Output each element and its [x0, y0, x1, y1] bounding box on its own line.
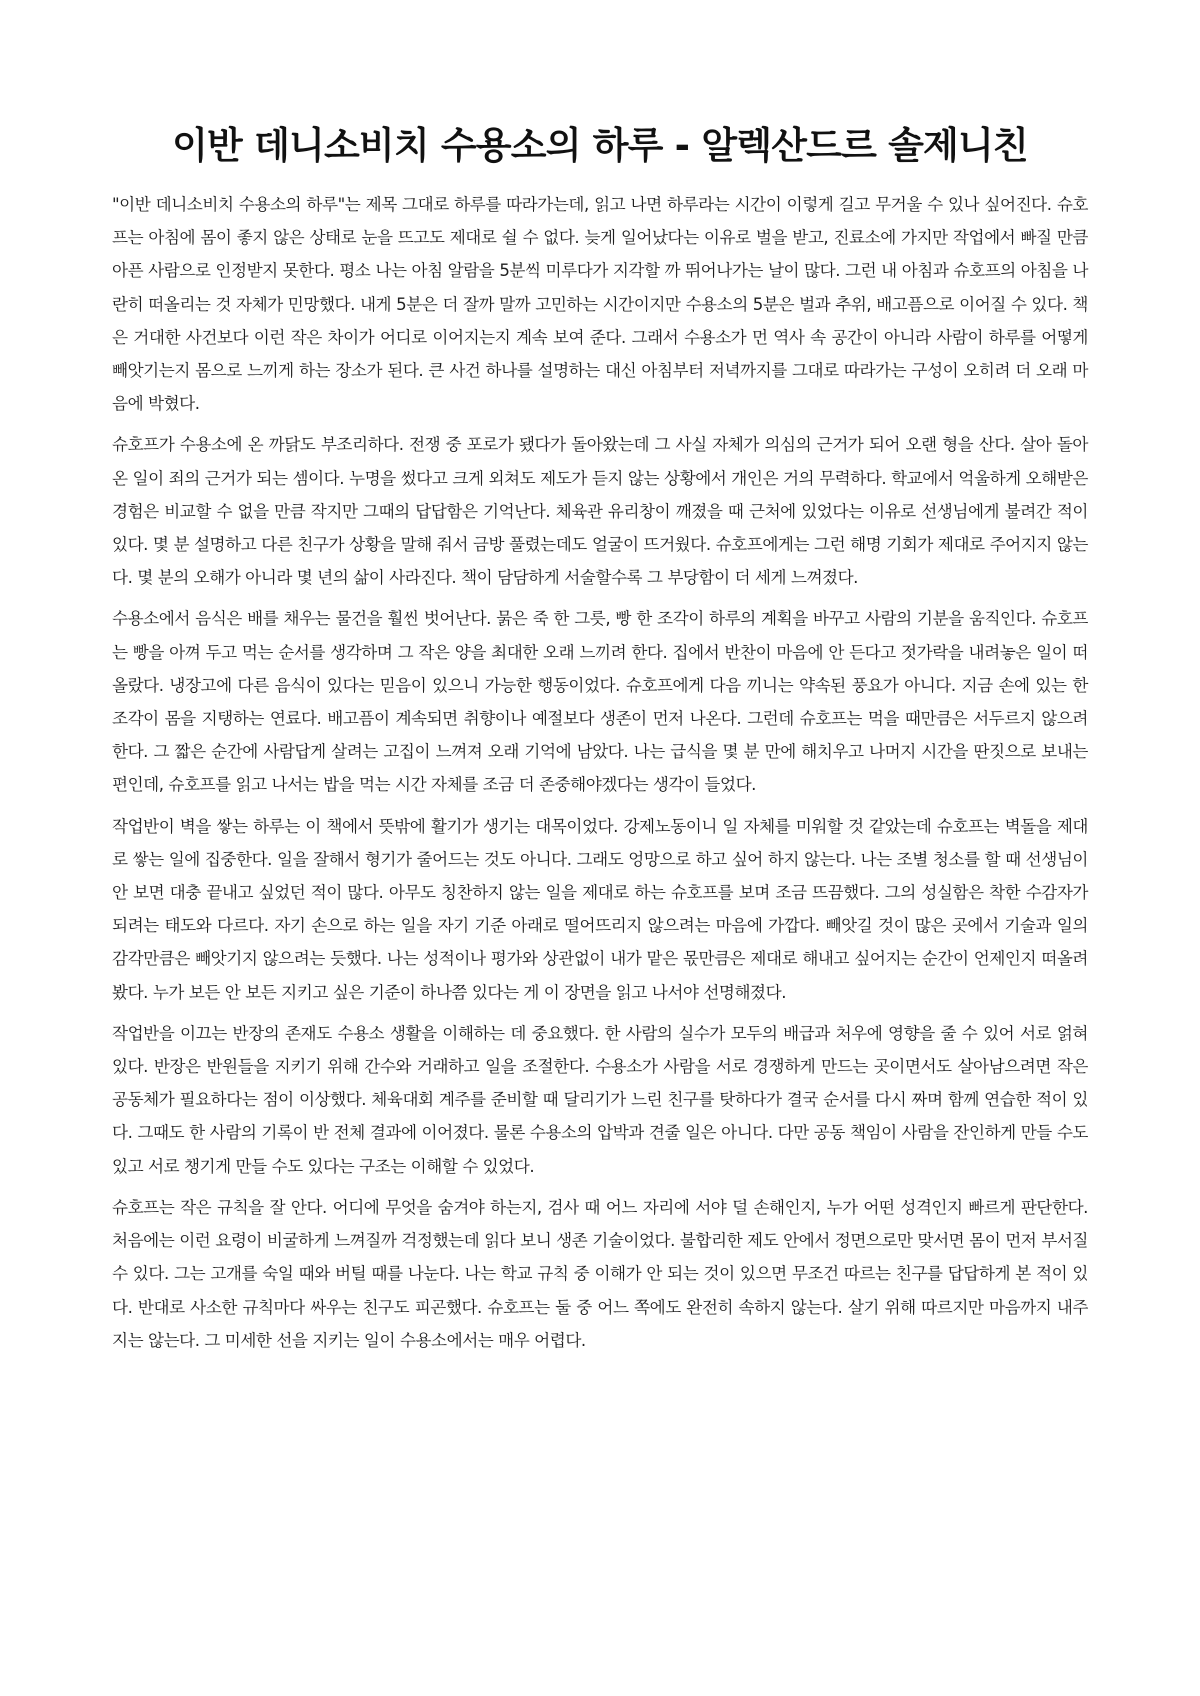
paragraph-6: 슈호프는 작은 규칙을 잘 안다. 어디에 무엇을 숨겨야 하는지, 검사 때 어느 자리에 서야 덜 손해인지, 누가 어떤 성격인지 빠르게 판단한다. 처음에는 이런 요령이 비굴하게 느껴질까 걱정했는데 읽다 보니 생존 기술이었다. 불합리한 제도 안에서 정면으로만 맞서면 몸이 먼저 부서질 수 있다. 그는 고개를 숙일 때와 버틸 때를 나눈다. 나는 학교 규칙 중 이해가 안 되는 것이 있으면 무조건 따르는 친구를 답답하게 본 적이 있다. 반대로 사소한 규칙마다 싸우는 친구도 피곤했다. 슈호프는 둘 중 어느 쪽에도 완전히 속하지 않는다. 살기 위해 따르지만 마음까지 내주지는 않는다. 그 미세한 선을 지키는 일이 수용소에서는 매우 어렵다.: [112, 1197, 1088, 1350]
document-title: 이반 데니소비치 수용소의 하루 - 알렉산드르 솔제니친: [172, 124, 1028, 167]
paragraph-5: 작업반을 이끄는 반장의 존재도 수용소 생활을 이해하는 데 중요했다. 한 사람의 실수가 모두의 배급과 처우에 영향을 줄 수 있어 서로 얽혀 있다. 반장은 반원들을 지키기 위해 간수와 거래하고 일을 조절한다. 수용소가 사람을 서로 경쟁하게 만드는 곳이면서도 살아남으려면 작은 공동체가 필요하다는 점이 이상했다. 체육대회 계주를 준비할 때 달리기가 느린 친구를 탓하다가 결국 순서를 다시 짜며 함께 연습한 적이 있다. 그때도 한 사람의 기록이 반 전체 결과에 이어졌다. 물론 수용소의 압박과 견줄 일은 아니다. 다만 공동 책임이 사람을 잔인하게 만들 수도 있고 서로 챙기게 만들 수도 있다는 구조는 이해할 수 있었다.: [112, 1023, 1088, 1176]
document-body: [112, 188, 1088, 1357]
document-page: [112, 0, 1088, 1696]
paragraph-3: 수용소에서 음식은 배를 채우는 물건을 훨씬 벗어난다. 묽은 죽 한 그릇, 빵 한 조각이 하루의 계획을 바꾸고 사람의 기분을 움직인다. 슈호프는 빵을 아껴 두고 먹는 순서를 생각하며 그 작은 양을 최대한 오래 느끼려 한다. 집에서 반찬이 마음에 안 든다고 젓가락을 내려놓은 일이 떠올랐다. 냉장고에 다른 음식이 있다는 믿음이 있으니 가능한 행동이었다. 슈호프에게 다음 끼니는 약속된 풍요가 아니다. 지금 손에 있는 한 조각이 몸을 지탱하는 연료다. 배고픔이 계속되면 취향이나 예절보다 생존이 먼저 나온다. 그런데 슈호프는 먹을 때만큼은 서두르지 않으려 한다. 그 짧은 순간에 사람답게 살려는 고집이 느껴져 오래 기억에 남았다. 나는 급식을 몇 분 만에 해치우고 나머지 시간을 딴짓으로 보내는 편인데, 슈호프를 읽고 나서는 밥을 먹는 시간 자체를 조금 더 존중해야겠다는 생각이 들었다.: [112, 609, 1088, 795]
paragraph-4: 작업반이 벽을 쌓는 하루는 이 책에서 뜻밖에 활기가 생기는 대목이었다. 강제노동이니 일 자체를 미워할 것 같았는데 슈호프는 벽돌을 제대로 쌓는 일에 집중한다. 일을 잘해서 형기가 줄어드는 것도 아니다. 그래도 엉망으로 하고 싶어 하지 않는다. 나는 조별 청소를 할 때 선생님이 안 보면 대충 끝내고 싶었던 적이 많다. 아무도 칭찬하지 않는 일을 제대로 하는 슈호프를 보며 조금 뜨끔했다. 그의 성실함은 착한 수감자가 되려는 태도와 다르다. 자기 손으로 하는 일을 자기 기준 아래로 떨어뜨리지 않으려는 마음에 가깝다. 빼앗길 것이 많은 곳에서 기술과 일의 감각만큼은 빼앗기지 않으려는 듯했다. 나는 성적이나 평가와 상관없이 내가 맡은 몫만큼은 제대로 해내고 싶어지는 순간이 언제인지 떠올려 봤다. 누가 보든 안 보든 지키고 싶은 기준이 하나쯤 있다는 게 이 장면을 읽고 나서야 선명해졌다.: [112, 816, 1088, 1002]
paragraph-2: 슈호프가 수용소에 온 까닭도 부조리하다. 전쟁 중 포로가 됐다가 돌아왔는데 그 사실 자체가 의심의 근거가 되어 오랜 형을 산다. 살아 돌아온 일이 죄의 근거가 되는 셈이다. 누명을 썼다고 크게 외쳐도 제도가 듣지 않는 상황에서 개인은 거의 무력하다. 학교에서 억울하게 오해받은 경험은 비교할 수 없을 만큼 작지만 그때의 답답함은 기억난다. 체육관 유리창이 깨졌을 때 근처에 있었다는 이유로 선생님에게 불려간 적이 있다. 몇 분 설명하고 다른 친구가 상황을 말해 줘서 금방 풀렸는데도 얼굴이 뜨거웠다. 슈호프에게는 그런 해명 기회가 제대로 주어지지 않는다. 몇 분의 오해가 아니라 몇 년의 삶이 사라진다. 책이 담담하게 서술할수록 그 부당함이 더 세게 느껴졌다.: [112, 435, 1088, 588]
paragraph-1: "이반 데니소비치 수용소의 하루"는 제목 그대로 하루를 따라가는데, 읽고 나면 하루라는 시간이 이렇게 길고 무거울 수 있나 싶어진다. 슈호프는 아침에 몸이 좋지 않은 상태로 눈을 뜨고도 제대로 쉴 수 없다. 늦게 일어났다는 이유로 벌을 받고, 진료소에 가지만 작업에서 빠질 만큼 아픈 사람으로 인정받지 못한다. 평소 나는 아침 알람을 5분씩 미루다가 지각할 까 뛰어나가는 날이 많다. 그런 내 아침과 슈호프의 아침을 나란히 떠올리는 것 자체가 민망했다. 내게 5분은 더 잘까 말까 고민하는 시간이지만 수용소의 5분은 벌과 추위, 배고픔으로 이어질 수 있다. 책은 거대한 사건보다 이런 작은 차이가 어디로 이어지는지 계속 보여 준다. 그래서 수용소가 먼 역사 속 공간이 아니라 사람이 하루를 어떻게 빼앗기는지 몸으로 느끼게 하는 장소가 된다. 큰 사건 하나를 설명하는 대신 아침부터 저녁까지를 그대로 따라가는 구성이 오히려 더 오래 마음에 박혔다.: [112, 195, 1088, 414]
